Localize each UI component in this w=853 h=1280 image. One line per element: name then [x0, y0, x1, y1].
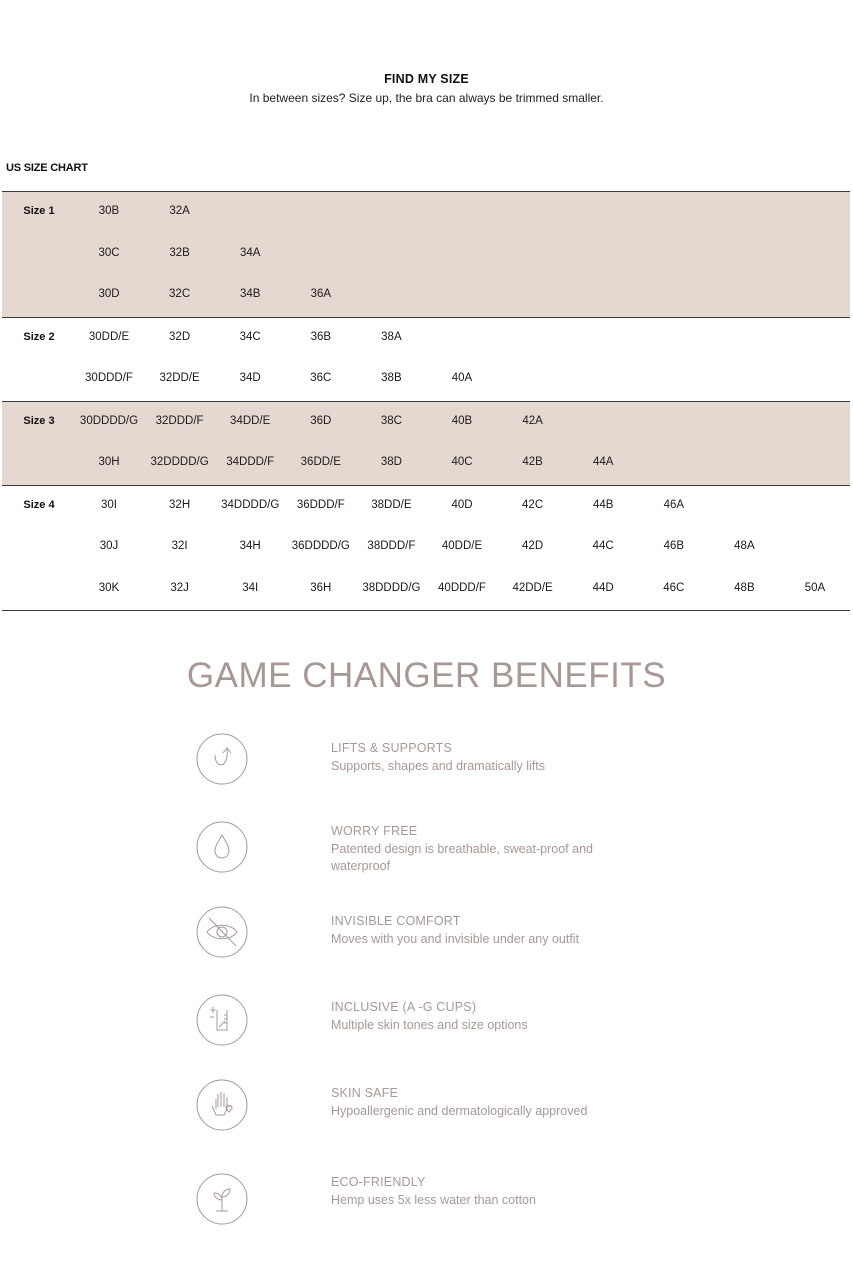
benefit-title: LIFTS & SUPPORTS: [331, 741, 453, 755]
size-cell: 32H: [169, 498, 191, 511]
size-cell: 34DDD/F: [226, 456, 275, 468]
size-cell: 42A: [522, 414, 543, 427]
size-row: [2, 192, 850, 234]
size-group-label: Size 4: [23, 498, 55, 511]
benefit-description: Hemp uses 5x less water than cotton: [331, 1193, 536, 1207]
size-cell: 38DDDD/G: [362, 581, 421, 594]
size-cell: 32C: [169, 288, 191, 300]
benefit-description: Supports, shapes and dramatically lifts: [331, 759, 545, 773]
benefit-description: Hypoallergenic and dermatologically approved: [331, 1104, 588, 1118]
size-cell: 30H: [98, 456, 120, 468]
size-group-label: Size 2: [23, 330, 55, 343]
size-row: [2, 402, 850, 444]
size-cell: 36DDD/F: [296, 498, 345, 511]
size-row: [2, 486, 850, 528]
size-group: [2, 191, 850, 317]
size-cell: 30J: [99, 540, 119, 552]
size-cell: 34B: [239, 288, 261, 300]
size-cell: 42DD/E: [512, 581, 553, 594]
measuring-cup-icon: [196, 994, 248, 1046]
us-size-chart-label: US SIZE CHART: [6, 162, 88, 174]
size-cell: 30C: [98, 246, 120, 259]
size-row: [2, 569, 850, 611]
size-cell: 30DDD/F: [85, 372, 133, 384]
size-cell: 34A: [239, 246, 261, 259]
size-cell: 32DDD/F: [155, 414, 204, 427]
size-group: [2, 317, 850, 401]
size-cell: 44C: [592, 540, 614, 552]
size-cell: 36A: [310, 288, 332, 300]
benefit-description: Multiple skin tones and size options: [331, 1018, 528, 1032]
hand-heart-icon: [196, 1079, 248, 1131]
size-cell: 38D: [380, 456, 402, 468]
size-cell: 44B: [592, 498, 614, 511]
benefit-title: SKIN SAFE: [331, 1086, 399, 1100]
size-cell: 30DDDD/G: [79, 414, 139, 427]
size-row: [2, 318, 850, 360]
size-row: [2, 359, 850, 401]
find-my-size-title: FIND MY SIZE: [384, 72, 469, 86]
size-cell: 42C: [522, 498, 544, 511]
size-row: [2, 527, 850, 569]
size-cell: 36C: [310, 372, 332, 384]
size-cell: 40A: [451, 372, 473, 384]
size-cell: 36H: [310, 581, 332, 594]
size-cell: 32J: [170, 581, 189, 594]
size-cell: 48B: [734, 581, 755, 594]
size-cell: 38A: [381, 330, 402, 343]
lift-arrow-icon: [196, 733, 248, 785]
size-cell: 36DD/E: [300, 456, 341, 468]
size-cell: 34DDDD/G: [221, 498, 280, 511]
size-cell: 34D: [239, 372, 261, 384]
size-group-label: Size 3: [23, 414, 55, 427]
find-my-size-subtitle: In between sizes? Size up, the bra can always be trimmed smaller.: [249, 91, 604, 105]
size-cell: 40C: [451, 456, 473, 468]
size-row: [2, 443, 850, 485]
eye-slash-icon: [196, 906, 248, 958]
size-cell: 34DD/E: [230, 414, 271, 427]
size-cell: 34C: [239, 330, 261, 343]
size-cell: 32D: [169, 330, 191, 343]
size-chart-table: [2, 191, 850, 611]
size-cell: 46B: [663, 540, 685, 552]
benefit-description: Moves with you and invisible under any outfit: [331, 932, 580, 946]
size-cell: 40DD/E: [441, 540, 483, 552]
size-cell: 38DD/E: [371, 498, 412, 511]
size-cell: 46A: [663, 498, 685, 511]
size-cell: 44A: [592, 456, 614, 468]
size-cell: 50A: [804, 581, 826, 594]
size-cell: 32DDDD/G: [150, 456, 209, 468]
size-cell: 48A: [734, 540, 755, 552]
size-cell: 38B: [381, 372, 402, 384]
size-cell: 40B: [451, 414, 473, 427]
size-group-label: Size 1: [23, 205, 55, 217]
size-cell: 44D: [592, 581, 614, 594]
water-drop-icon: [196, 821, 248, 873]
size-cell: 32B: [169, 246, 190, 259]
benefits-title: GAME CHANGER BENEFITS: [186, 656, 667, 695]
benefit-title: INVISIBLE COMFORT: [331, 914, 461, 928]
size-cell: 30K: [98, 581, 120, 594]
size-cell: 34H: [239, 540, 261, 552]
benefit-title: ECO-FRIENDLY: [331, 1175, 426, 1189]
size-cell: 30DD/E: [88, 330, 130, 343]
size-cell: 30B: [98, 205, 120, 217]
size-cell: 30I: [101, 498, 117, 511]
size-cell: 38DDD/F: [367, 540, 416, 552]
size-cell: 32DD/E: [159, 372, 200, 384]
size-group: [2, 485, 850, 612]
size-cell: 42D: [522, 540, 544, 552]
size-cell: 36D: [310, 414, 332, 427]
size-cell: 40DDD/F: [438, 581, 486, 594]
size-cell: 32A: [169, 205, 190, 217]
size-cell: 40D: [451, 498, 473, 511]
sprout-icon: [196, 1173, 248, 1225]
size-cell: 32I: [171, 540, 188, 552]
size-group: [2, 401, 850, 485]
size-cell: 38C: [380, 414, 402, 427]
size-cell: 36DDDD/G: [291, 540, 350, 552]
size-cell: 34I: [242, 581, 259, 594]
size-cell: 30D: [98, 288, 120, 300]
size-row: [2, 234, 850, 276]
benefit-title: WORRY FREE: [331, 824, 418, 838]
benefit-title: INCLUSIVE (A -G CUPS): [331, 1000, 477, 1014]
benefit-description: Patented design is breathable, sweat-proof and waterproof: [331, 842, 593, 873]
size-row: [2, 275, 850, 317]
size-cell: 36B: [310, 330, 332, 343]
size-cell: 42B: [522, 456, 543, 468]
size-cell: 46C: [663, 581, 685, 594]
